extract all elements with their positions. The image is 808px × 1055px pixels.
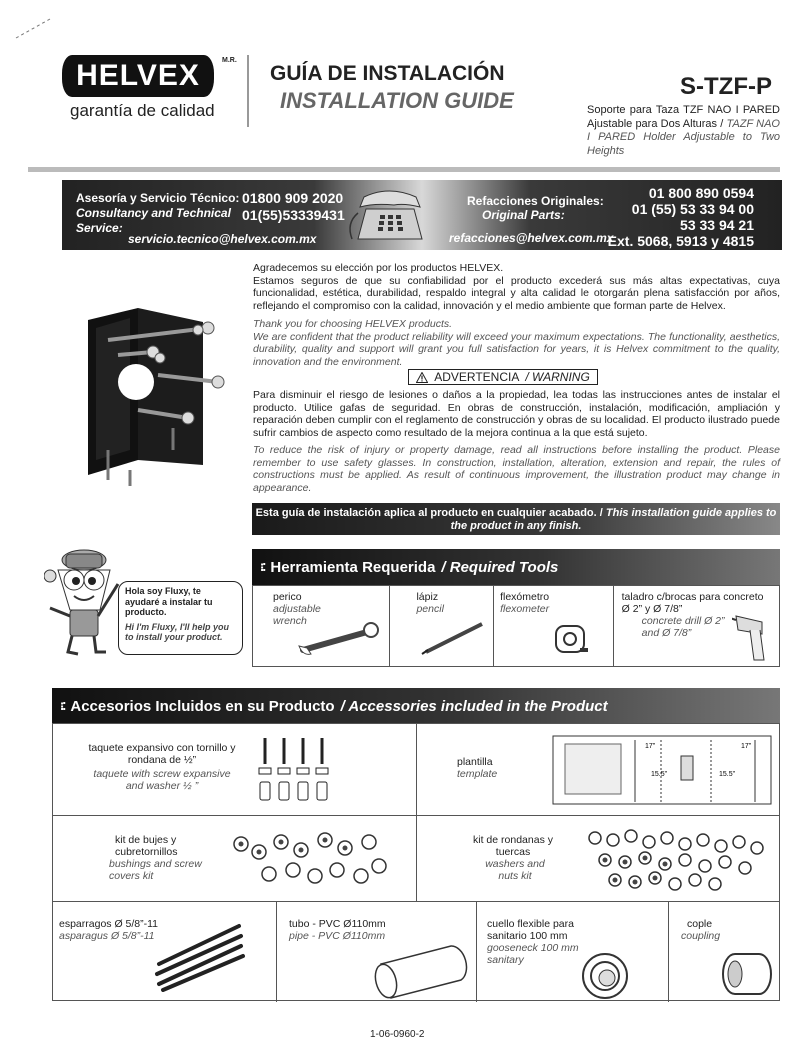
- accessory-label-en: washers and nuts kit: [485, 858, 545, 882]
- tool-label-es: perico: [273, 591, 302, 603]
- tool-label-es: lápiz: [416, 591, 439, 603]
- accessory-label-es: plantilla: [457, 756, 493, 768]
- bushings-icon: [229, 830, 399, 888]
- telephone-icon: [344, 183, 434, 250]
- tool-flexometer: [494, 586, 614, 666]
- fluxy-mascot: [44, 540, 124, 665]
- tool-wrench: [253, 586, 390, 666]
- parts-extensions: Ext. 5068, 5913 y 4815: [607, 233, 754, 249]
- parts-label-en: Original Parts:: [482, 208, 565, 222]
- accessory-label-en: bushings and screw covers kit: [109, 858, 202, 882]
- anchor-bolts-icon: [253, 734, 333, 806]
- accessories-row-2: [53, 816, 779, 902]
- intro-en-2: We are confident that the product reliability will exceed your maximum expectations. The functionality, aesthetics, durability, quality and support will grant you full satisfaction for years, it is Helvex commitment to the quality, innovation and the environment.: [253, 330, 780, 368]
- tape-measure-icon: [552, 622, 592, 658]
- tools-header: [252, 549, 780, 585]
- pvc-pipe-icon: [371, 942, 471, 1000]
- intro-en-1: Thank you for choosing HELVEX products.: [253, 318, 453, 330]
- parts-phone-2: 01 (55) 53 33 94 00: [631, 201, 754, 217]
- accessories-row-3: [53, 902, 779, 1002]
- warning-text-es: Para disminuir el riesgo de lesiones o daños a la propiedad, lea todas las instrucciones antes de instalar el producto. Utilice gafas de seguridad. En obras de construcción, instalación, modificación, ampliación y reparación deben cumplir con el reglamento de construcción y obras de su localidad. El producto ilustrado puede sufrir cambios de aspecto como resultado de la mejora continua a la que está sujeto.: [253, 389, 780, 439]
- intro-es: [253, 262, 780, 312]
- accessory-label-en: gooseneck 100 mm sanitary: [487, 942, 579, 966]
- template-dim-4: 17”: [741, 743, 752, 750]
- tool-label-es: flexómetro: [500, 591, 550, 603]
- accessory-label-en: pipe - PVC Ø110mm: [289, 930, 386, 942]
- accessory-pipe: [277, 902, 477, 1002]
- subtitle-es: Soporte para Taza TZF NAO I PARED Ajustable para Dos Alturas /: [587, 104, 780, 130]
- accessory-gooseneck: [477, 902, 669, 1002]
- header-divider: [247, 55, 249, 127]
- accessories-title-en: / Accessories included in the Product: [340, 697, 608, 715]
- subtitle-en: TAZF NAO I PARED Holder Adjustable to Two Heights: [587, 117, 780, 157]
- accessory-label-es: kit de rondanas y tuercas: [473, 834, 553, 858]
- service-label-es: Asesoría y Servicio Técnico:: [76, 191, 240, 205]
- accessories-header: [52, 688, 780, 724]
- helvex-logo: [62, 55, 214, 97]
- accessory-label-es: taquete expansivo con tornillo y rondana de ½”: [88, 742, 236, 766]
- title-english: INSTALLATION GUIDE: [280, 88, 514, 113]
- tools-title-es: Herramienta Requerida: [270, 558, 436, 576]
- warning-es: ADVERTENCIA: [434, 370, 520, 384]
- finish-es: Esta guía de instalación aplica al producto en cualquier acabado. /: [255, 507, 603, 519]
- accessories-table: [52, 723, 780, 1001]
- finish-banner: [252, 503, 780, 535]
- intro-es-2: Estamos seguros de que su confiabilidad por el producto excederá sus más altas expectativas, cuya funcionalidad, estética, durabilidad, respaldo integral y alta calidad le otorgarán plena satisfacción por años, reflejando el compromiso con la calidad, innovación y el medio ambiente que forman parte de Helvex.: [253, 274, 780, 312]
- tool-pencil: [390, 586, 494, 666]
- product-description: [587, 104, 780, 158]
- accessory-label-en: coupling: [681, 930, 721, 942]
- fluxy-text-en: Hi I'm Fluxy, I'll help you to install your product.: [125, 621, 229, 642]
- parts-phone-3: 53 33 94 21: [680, 217, 754, 233]
- accessory-label-es: tubo - PVC Ø110mm: [289, 918, 386, 930]
- finish-en: This installation guide applies to the product in any finish.: [450, 507, 777, 532]
- pencil-icon: [420, 620, 490, 656]
- template-dim-3: 15.5”: [719, 771, 735, 778]
- logo-text: HELVEX: [76, 59, 200, 92]
- drill-icon: [732, 612, 774, 666]
- accessory-label-en: asparagus Ø 5/8”-11: [59, 930, 155, 942]
- tool-label-en: flexometer: [500, 603, 550, 615]
- fluxy-text-es: Hola soy Fluxy, te ayudaré a instalar tu producto.: [125, 586, 213, 617]
- template-drawing: [551, 732, 773, 808]
- tool-label-en: concrete drill Ø 2” and Ø 7/8”: [641, 615, 725, 639]
- warning-text-en: To reduce the risk of injury or property damage, read all instructions before installing the product. Please remember to use safety glasses. In construction, installation, alteration, extension and repair, the rules of constructions must be applied. As result of continuous improvement, the illustration product may change in appearance.: [253, 444, 780, 494]
- accessory-label-es: esparragos Ø 5/8”-11: [59, 918, 159, 930]
- parts-label-es: Refacciones Originales:: [467, 194, 604, 208]
- document-code: 1-06-0960-2: [370, 1029, 425, 1040]
- accessory-anchor: [53, 724, 417, 815]
- tool-label-en: pencil: [416, 603, 444, 615]
- bullet-dots-icon: ⁝⁚: [260, 561, 265, 574]
- template-dim-1: 17”: [645, 743, 656, 750]
- threaded-rods-icon: [149, 920, 249, 992]
- intro-text: [253, 262, 780, 374]
- bullet-dots-icon: ⁝⁚: [60, 700, 65, 713]
- header-rule: [28, 167, 780, 172]
- accessories-title-es: Accesorios Incluidos en su Producto: [70, 697, 335, 715]
- accessory-label-es: cople: [687, 918, 713, 930]
- parts-email: refacciones@helvex.com.mx: [449, 231, 614, 245]
- intro-en: [253, 318, 780, 368]
- coupling-icon: [717, 948, 775, 998]
- intro-es-1: Agradecemos su elección por los productos HELVEX.: [253, 262, 504, 274]
- accessories-row-1: [53, 724, 779, 816]
- corner-cut-mark: [14, 16, 54, 45]
- logo-tagline: garantía de calidad: [70, 101, 215, 120]
- product-illustration: [78, 300, 228, 493]
- service-email: servicio.tecnico@helvex.com.mx: [128, 232, 317, 246]
- template-dim-2: 15.5”: [651, 771, 667, 778]
- tools-title-en: / Required Tools: [441, 558, 559, 576]
- accessory-label-en: template: [457, 768, 498, 780]
- accessory-template: [417, 724, 781, 815]
- title-spanish: GUÍA DE INSTALACIÓN: [270, 62, 505, 85]
- accessory-label-es: kit de bujes y cubretornillos: [115, 834, 178, 858]
- tools-table: [252, 585, 780, 667]
- logo-mark: M.R.: [222, 57, 237, 64]
- service-banner: [62, 180, 782, 250]
- accessory-washers: [417, 816, 781, 901]
- tool-label-es: taladro c/brocas para concreto Ø 2” y Ø 7/8”: [621, 591, 764, 615]
- tool-label-en: adjustable wrench: [273, 603, 321, 627]
- gooseneck-icon: [579, 948, 635, 1002]
- parts-phone-1: 01 800 890 0594: [648, 185, 754, 201]
- service-phone-1: 01800 909 2020: [242, 190, 344, 206]
- accessory-label-en: taquete with screw expansive and washer ½ ”: [93, 768, 231, 792]
- model-number: S-TZF-P: [680, 73, 772, 100]
- warning-label: [408, 369, 598, 385]
- warning-text: [253, 389, 780, 499]
- service-label-en: Consultancy and Technical Service:: [76, 206, 231, 235]
- fluxy-speech-bubble: [118, 581, 243, 655]
- tool-drill: [614, 586, 779, 666]
- accessory-label-es: cuello flexible para sanitario 100 mm: [487, 918, 574, 942]
- wrench-icon: [295, 620, 385, 662]
- accessory-bushings: [53, 816, 417, 901]
- accessory-coupling: [669, 902, 781, 1002]
- warning-icon: [416, 372, 428, 383]
- warning-en: / WARNING: [525, 370, 590, 384]
- service-phone-2: 01(55)53339431: [242, 207, 345, 223]
- washers-nuts-icon: [585, 826, 775, 892]
- accessory-studs: [53, 902, 277, 1002]
